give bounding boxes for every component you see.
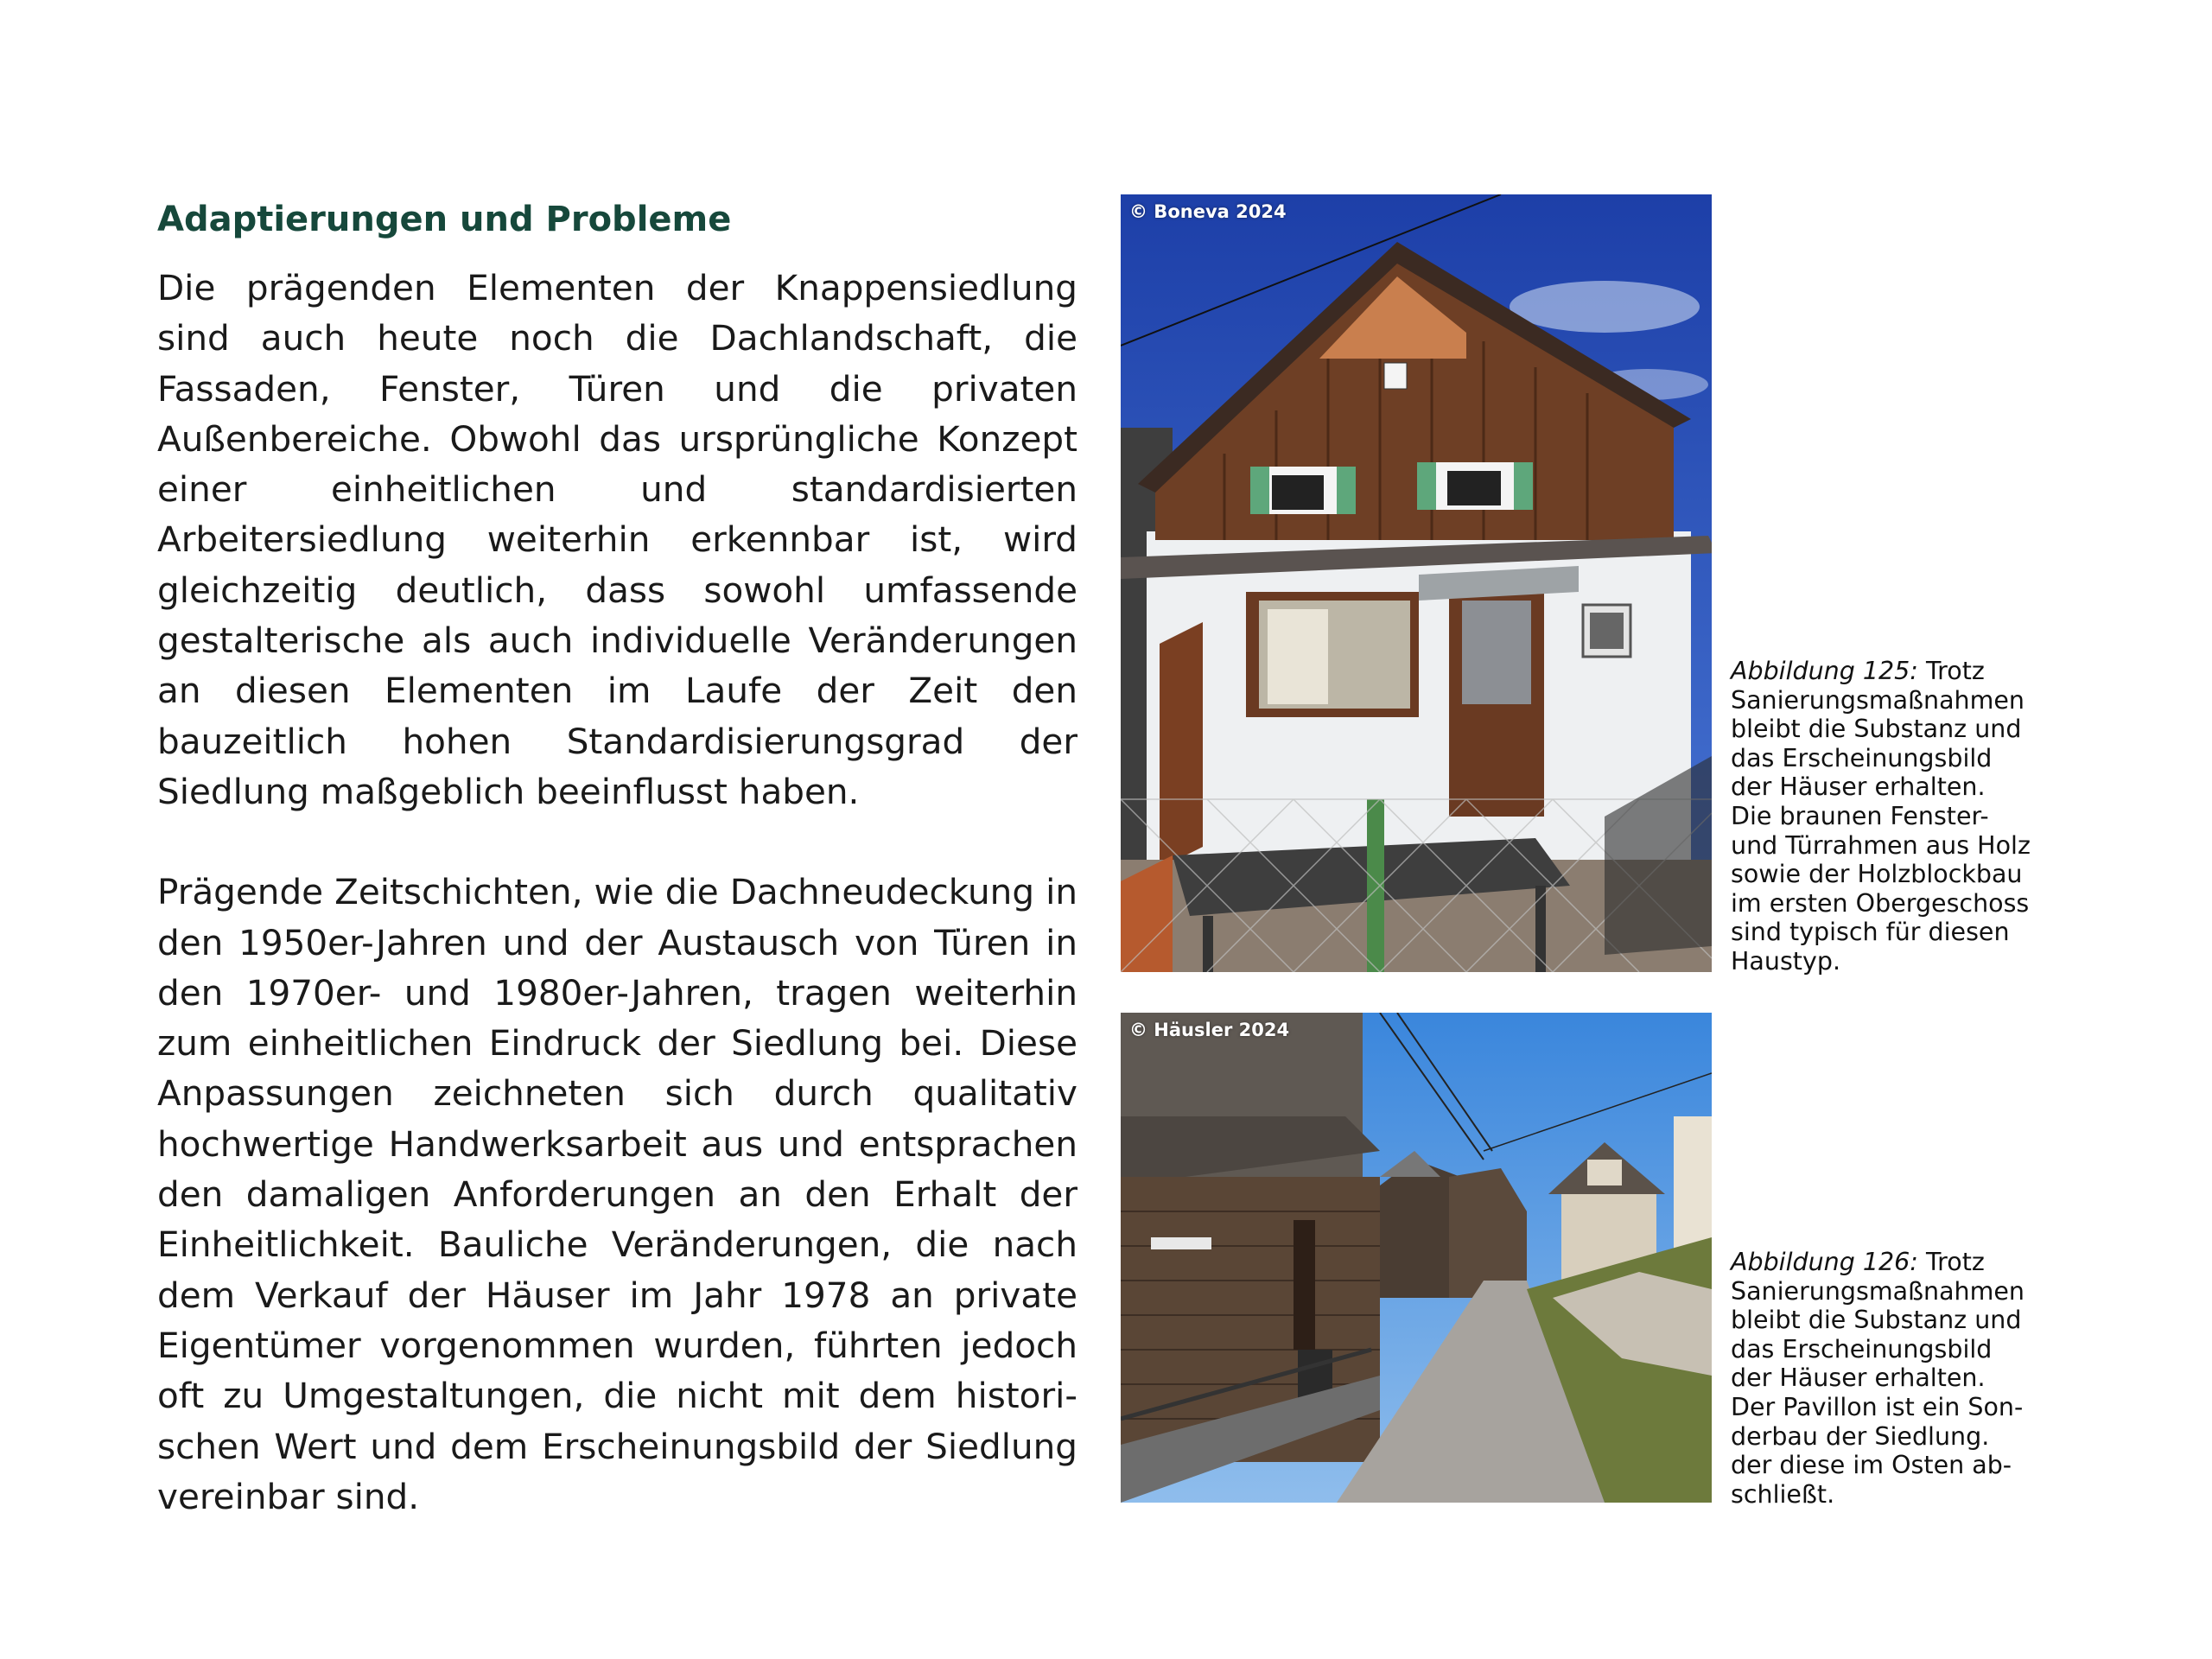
- caption-line: das Erscheinungsbild: [1731, 743, 1993, 772]
- figure-126-caption: [1731, 1248, 2068, 1509]
- caption-line: bleibt die Substanz und: [1731, 715, 2022, 744]
- caption-line: der Häuser erhalten.: [1731, 772, 1986, 802]
- caption-line: der diese im Osten ab-: [1731, 1451, 2012, 1480]
- section-heading: Adaptierungen und Probleme: [157, 200, 732, 239]
- figure-label: Abbildung 125:: [1731, 657, 1918, 685]
- caption-line: schließt.: [1731, 1479, 1835, 1509]
- caption-line: Sanierungsmaßnahmen: [1731, 1276, 2024, 1306]
- caption-line: sowie der Holzblockbau: [1731, 860, 2023, 889]
- caption-line: derbau der Siedlung.: [1731, 1421, 1990, 1451]
- caption-line: bleibt die Substanz und: [1731, 1306, 2022, 1335]
- photo-credit: © Häusler 2024: [1129, 1020, 1290, 1040]
- figure-label: Abbildung 126:: [1731, 1248, 1918, 1276]
- caption-line: Der Pavillon ist ein Son-: [1731, 1392, 2024, 1421]
- caption-line: Sanierungsmaßnahmen: [1731, 685, 2024, 715]
- figure-125-photo: [1121, 194, 1712, 972]
- figure-126-photo: [1121, 1013, 1712, 1503]
- caption-line: im ersten Obergeschoss: [1731, 888, 2030, 918]
- photo-credit: © Boneva 2024: [1129, 201, 1287, 222]
- caption-line: sind typisch für diesen: [1731, 918, 2010, 947]
- figure-125-caption: [1731, 657, 2068, 976]
- paragraph-2: Prägende Zeitschichten, wie die Dachneudeckung in den 1950er-Jahren und der Austausch von Türen in den 1970er- und 1980er-Jahren, tragen weiterhin zum einheitlichen Eindruck der Siedlung bei. Diese Anpassungen zeichneten sich durch qualitativ hochwertige Handwerksarbeit aus und entsprachen den damaligen Anforderungen an den Erhalt der Einheitlichkeit. Bauliche Veränderungen, die nach dem Verkauf der Häuser im Jahr 1978 an private Eigentümer vorgenommen wurden, führten jedoch oft zu Umgestaltungen, die nicht mit dem historischen Wert und dem Erscheinungsbild der Siedlung vereinbar sind.: [157, 871, 1077, 1517]
- caption-line: der Häuser erhalten.: [1731, 1363, 1986, 1393]
- caption-line: Abbildung 125: Trotz: [1731, 657, 1985, 685]
- caption-line: das Erscheinungsbild: [1731, 1334, 1993, 1363]
- body-text: [157, 263, 1077, 1522]
- caption-line: Abbildung 126: Trotz: [1731, 1248, 1985, 1276]
- caption-line: Haustyp.: [1731, 946, 1840, 976]
- caption-line: und Türrahmen aus Holz: [1731, 830, 2031, 860]
- paragraph-1: Die prägenden Elementen der Knappensiedlung sind auch heute noch die Dachlandschaft, die Fassaden, Fenster, Türen und die privaten Außenbereiche. Obwohl das ursprüngliche Konzept einer einheitlichen und standardisierten Arbeitersiedlung weiterhin erkennbar ist, wird gleichzeitig deutlich, dass sowohl umfassende gestalterische als auch individuelle Veränderungen an diesen Elementen im Laufe der Zeit den bauzeitlich hohen Standardisierungsgrad der Siedlung maßgeblich beeinflusst haben.: [157, 267, 1077, 812]
- caption-line: Die braunen Fenster-: [1731, 801, 1989, 830]
